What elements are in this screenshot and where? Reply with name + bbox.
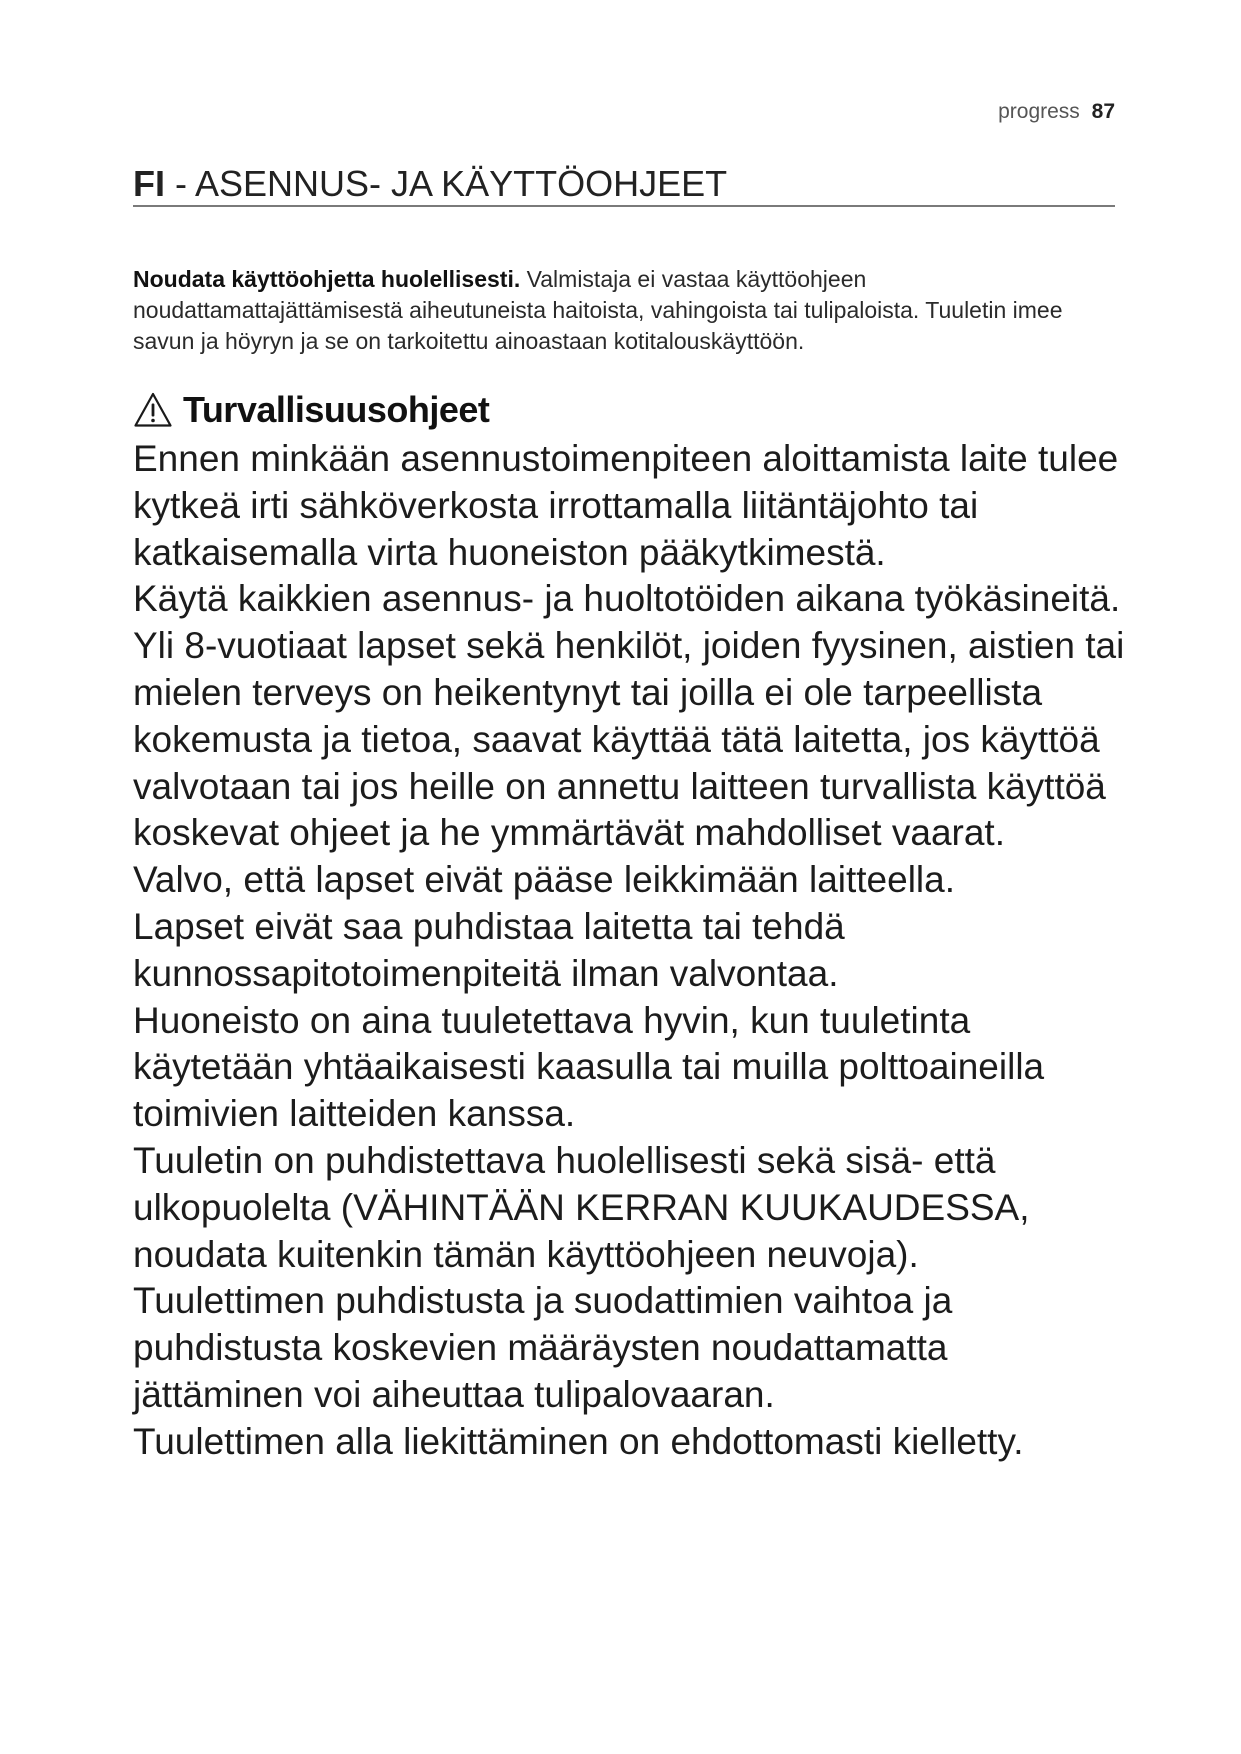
- safety-paragraph: Tuulettimen alla liekittäminen on ehdottomasti kielletty.: [133, 1420, 1024, 1462]
- intro-body: Valmistaja ei vastaa käyttöohjeen noudattamattajättämisestä aiheutuneista haitoista, vahingoista tai tulipaloista. Tuuletin imee savun ja höyryn ja se on tarkoitettu ainoastaan kotitalouskäyttöön.: [133, 266, 1063, 354]
- warning-triangle-icon: [133, 391, 173, 429]
- safety-paragraph: Lapset eivät saa puhdistaa laitetta tai tehdä kunnossapitotoimenpiteitä ilman valvontaa.: [133, 905, 845, 994]
- intro-lead: Noudata käyttöohjetta huolellisesti.: [133, 266, 521, 292]
- safety-paragraph: Käytä kaikkien asennus- ja huoltotöiden aikana työkäsineitä.: [133, 578, 1121, 620]
- safety-title: Turvallisuusohjeet: [183, 389, 490, 430]
- intro-paragraph: [133, 264, 1123, 357]
- safety-paragraph: Valvo, että lapset eivät pääse leikkimään laitteella.: [133, 859, 956, 901]
- title-text: - ASENNUS- JA KÄYTTÖOHJEET: [165, 163, 728, 204]
- safety-paragraph: Ennen minkään asennustoimenpiteen aloittamista laite tulee kytkeä irti sähköverkosta irrottamalla liitäntäjohto tai katkaisemalla virta huoneiston pääkytkimestä.: [133, 438, 1119, 573]
- page-header: [998, 100, 1115, 124]
- safety-paragraph: Tuuletin on puhdistettava huolellisesti sekä sisä- että ulkopuolelta (VÄHINTÄÄN KERRAN KUUKAUDESSA, noudata kuitenkin tämän käyttöohjeen neuvoja).: [133, 1139, 1030, 1275]
- title-divider: [133, 205, 1115, 207]
- page-number: 87: [1091, 100, 1115, 123]
- safety-heading: [133, 388, 489, 432]
- safety-paragraph: Tuulettimen puhdistusta ja suodattimien vaihtoa ja puhdistusta koskevien määräysten noudattamatta jättäminen voi aiheuttaa tulipalovaaran.: [133, 1280, 953, 1415]
- brand-name: progress: [998, 100, 1080, 123]
- safety-paragraph: Yli 8-vuotiaat lapset sekä henkilöt, joiden fyysinen, aistien tai mielen terveys on heikentynyt tai joilla ei ole tarpeellista kokemusta ja tietoa, saavat käyttää tätä laitetta, jos käyttöä valvotaan tai jos heille on annettu laitteen turvallista käyttöä koskevat ohjeet ja he ymmärtävät mahdolliset vaarat.: [133, 625, 1125, 854]
- safety-paragraph: Huoneisto on aina tuuletettava hyvin, kun tuuletinta käytetään yhtäaikaisesti kaasulla tai muilla polttoaineilla toimivien laitteiden kanssa.: [133, 999, 1045, 1135]
- language-code: FI: [133, 163, 165, 204]
- safety-instructions: [133, 436, 1128, 1466]
- document-title: [133, 163, 1115, 205]
